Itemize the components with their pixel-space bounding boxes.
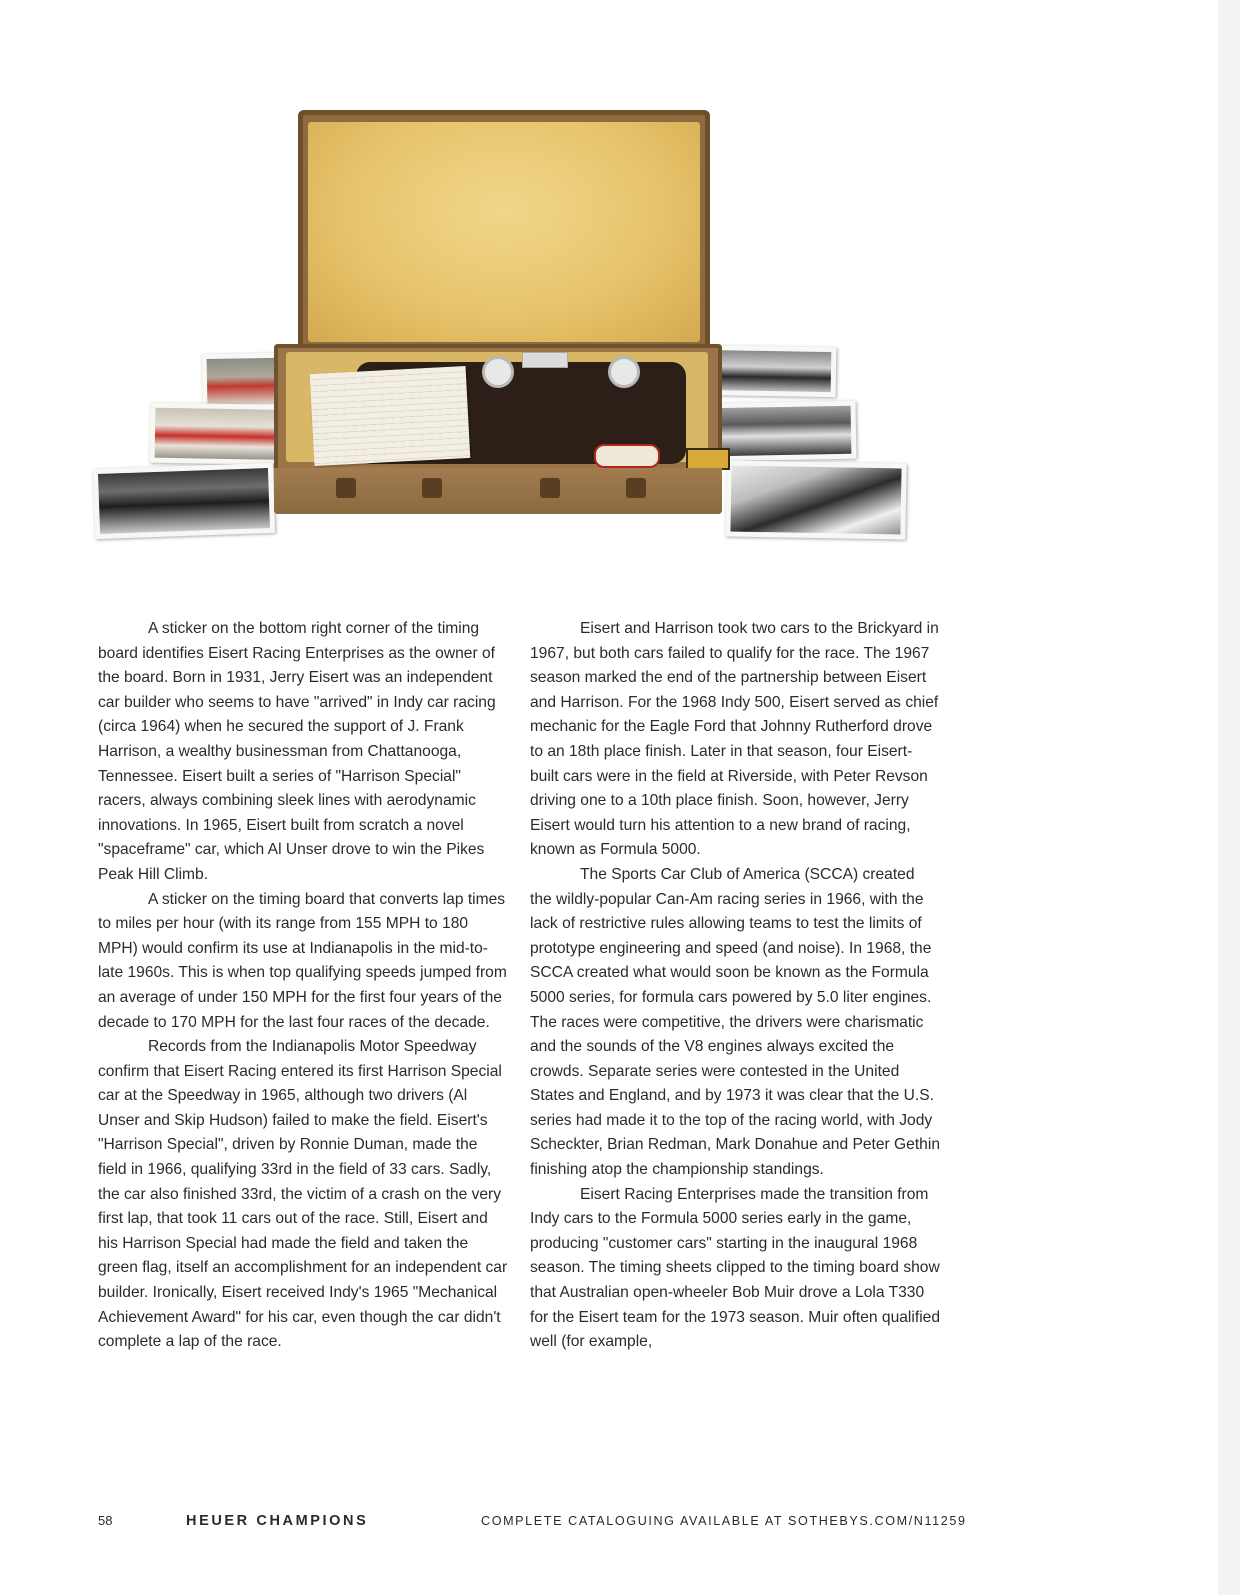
case-latch (626, 478, 646, 498)
body-paragraph: A sticker on the bottom right corner of the timing board identifies Eisert Racing Enterprises as the owner of the board. Born in 1931, Jerry Eisert was an independent car builder who seems to have "arrived" in Indy car racing (circa 1964) when he secured the support of J. Frank Harrison, a wealthy businessman from Chattanooga, Tennessee. Eisert built a series of "Harrison Special" racers, always combining sleek lines with aerodynamic innovations. In 1965, Eisert built from scratch a novel "spaceframe" car, which Al Unser drove to win the Pikes Peak Hill Climb. (98, 620, 496, 883)
body-paragraph: Eisert and Harrison took two cars to the Brickyard in 1967, but both cars failed to qualify for the race. The 1967 season marked the end of the partnership between Eisert and Harrison. For the 1968 Indy 500, Eisert served as chief mechanic for the Eagle Ford that Johnny Rutherford drove to an 18th place finish. Later in that season, four Eisert-built cars were in the field at Riverside, with Peter Revson driving one to a 10th place finish. Soon, however, Jerry Eisert would turn his attention to a new brand of racing, known as Formula 5000. (530, 620, 939, 859)
page-number: 58 (98, 1513, 113, 1528)
page-edge-strip (1218, 0, 1240, 1595)
body-paragraph: Eisert Racing Enterprises made the transition from Indy cars to the Formula 5000 series early in the game, producing "customer cars" starting in the inaugural 1968 season. The timing sheets clipped to the timing board show that Australian open-wheeler Bob Muir drove a Lola T330 for the Eisert team for the 1973 season. Muir often qualified well (for example, (530, 1185, 940, 1351)
text-column-left (98, 617, 508, 1355)
timing-sheets (310, 366, 471, 466)
speed-sticker (594, 444, 660, 468)
case-front (274, 468, 722, 514)
photograph-bw-group (93, 463, 275, 539)
board-clip (522, 352, 568, 368)
case-lid (298, 110, 710, 350)
eisert-racing-sticker (686, 448, 730, 470)
stopwatch-left (482, 356, 514, 388)
text-column-right (530, 617, 940, 1355)
case-latch (422, 478, 442, 498)
photograph-bw-race-3 (725, 460, 906, 539)
catalogue-brand: HEUER CHAMPIONS (186, 1513, 369, 1529)
product-photo (90, 108, 920, 548)
body-paragraph: Records from the Indianapolis Motor Speedway confirm that Eisert Racing entered its first Harrison Special car at the Speedway in 1965, although two drivers (Al Unser and Skip Hudson) failed to make the field. Eisert's "Harrison Special", driven by Ronnie Duman, made the field in 1966, qualifying 33rd in the field of 33 cars. Sadly, the car also finished 33rd, the victim of a crash on the very first lap, that took 11 cars out of the race. Still, Eisert and his Harrison Special had made the field and taken the green flag, itself an accomplishment for an independent car builder. Ironically, Eisert received Indy's 1965 "Mechanical Achievement Award" for his car, even though the car didn't complete a lap of the race. (98, 1038, 508, 1351)
case-base (274, 344, 722, 514)
body-paragraph: The Sports Car Club of America (SCCA) created the wildly-popular Can-Am racing series in 1966, with the lack of restrictive rules allowing teams to test the limits of prototype engineering and speed (and noise). In 1968, the SCCA created what would soon be known as the Formula 5000 series, for formula cars powered by 5.0 liter engines. The races were competitive, the drivers were charismatic and the sounds of the V8 engines always excited the crowds. Separate series were contested in the United States and England, and by 1973 it was clear that the U.S. series had made it to the top of the racing world, with Jody Scheckter, Brian Redman, Mark Donahue and Peter Gethin finishing atop the championship standings. (530, 865, 940, 1179)
case-latch (540, 478, 560, 498)
stopwatch-right (608, 356, 640, 388)
body-paragraph: A sticker on the timing board that converts lap times to miles per hour (with its range from 155 MPH to 180 MPH) would confirm its use at Indianapolis in the mid-to-late 1960s. This is when top qualifying speeds jumped from an average of under 150 MPH for the first four years of the decade to 170 MPH for the last four races of the decade. (98, 890, 507, 1031)
cataloguing-note: COMPLETE CATALOGUING AVAILABLE AT SOTHEBYS.COM/N11259 (481, 1514, 967, 1528)
case-latch (336, 478, 356, 498)
